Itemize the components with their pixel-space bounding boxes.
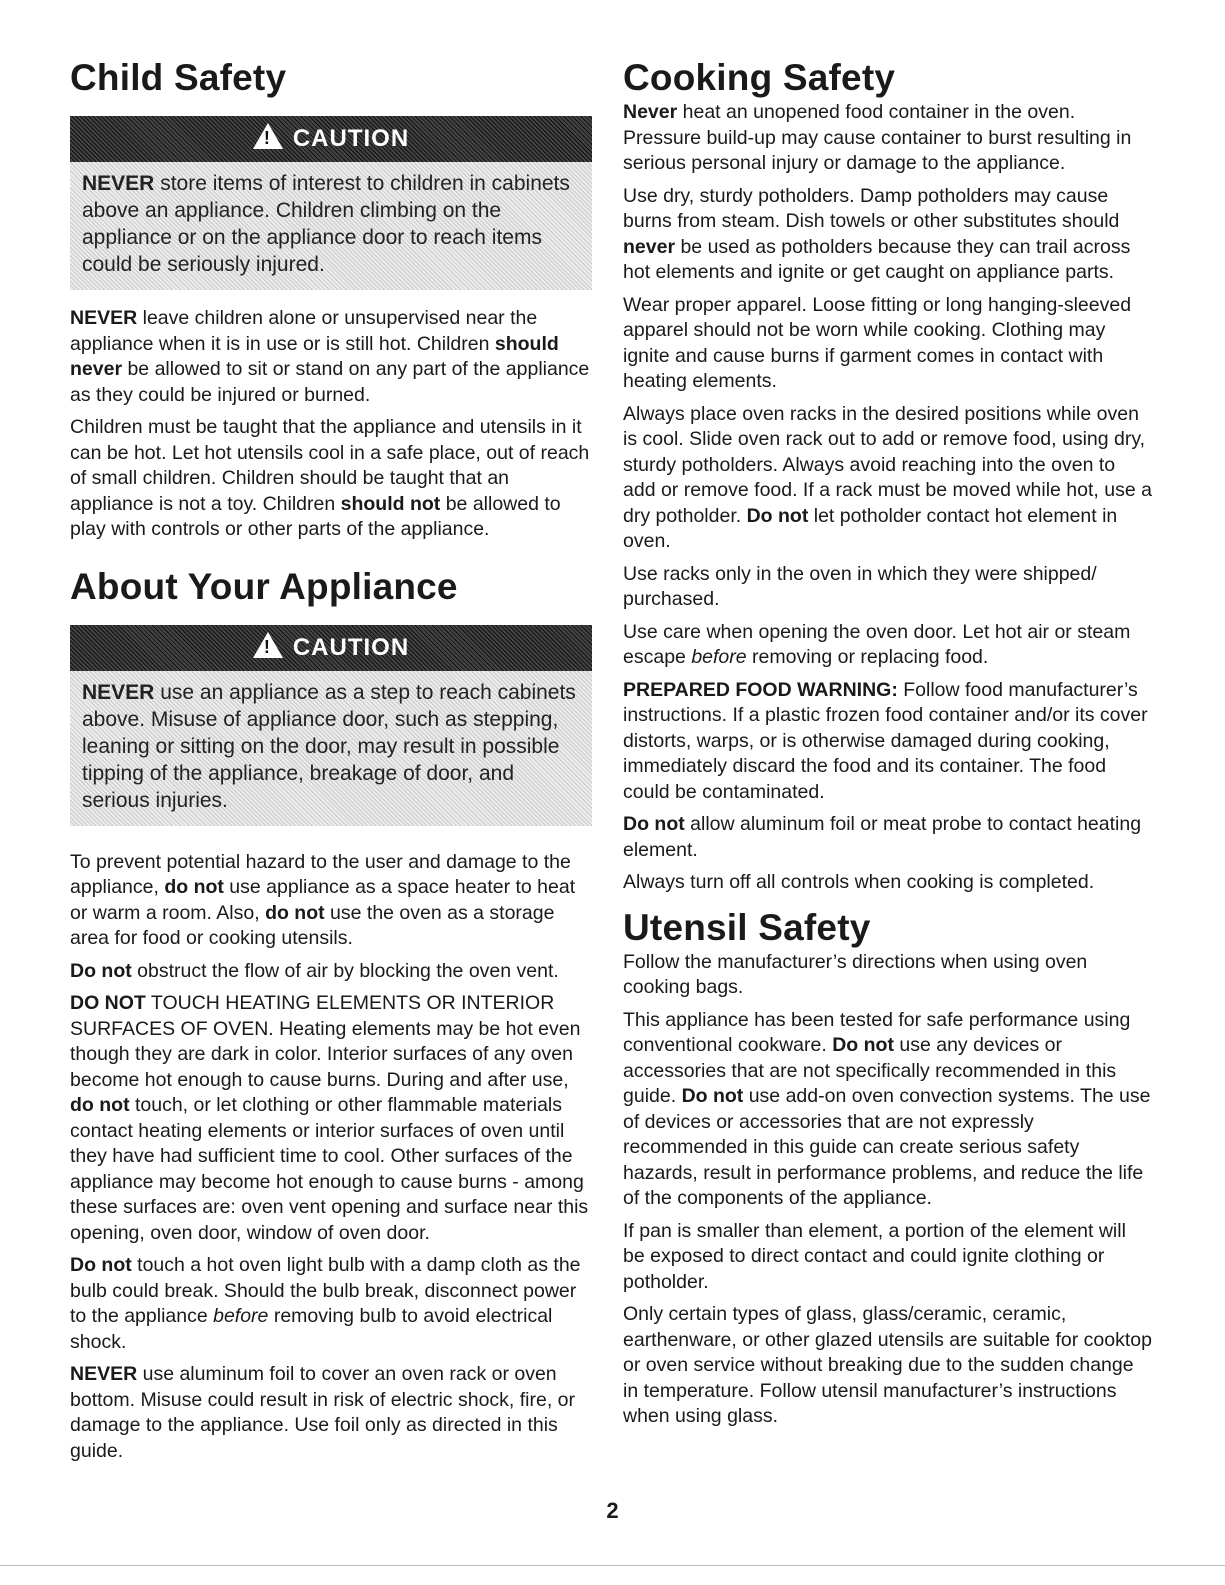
paragraph: If pan is smaller than element, a portion of the element will be exposed to direct contact and could ignite clothing or potholder.	[623, 1219, 1126, 1293]
paragraph: Wear proper apparel. Loose fitting or long hanging-sleeved apparel should not be worn while cooking. Clothing may ignite and cause burns if garment comes in contact with heating elements.	[623, 293, 1132, 392]
caution-label: CAUTION	[292, 125, 410, 152]
paragraph: Do not allow aluminum foil or meat probe to contact heating element.	[623, 813, 1142, 861]
paragraph: Never heat an unopened food container in the oven. Pressure build-up may cause container to burst resulting in serious personal injury or damage to the appliance.	[623, 101, 1132, 174]
paragraph: Do not obstruct the flow of air by blocking the oven vent.	[70, 959, 559, 982]
bottom-divider	[0, 1565, 1225, 1566]
paragraph: NEVER use aluminum foil to cover an oven rack or oven bottom. Misuse could result in risk of electric shock, fire, or damage to the appliance. Use foil only as directed in this guide.	[70, 1363, 576, 1462]
paragraph: Only certain types of glass, glass/ceramic, ceramic, earthenware, or other glazed utensils are suitable for cooktop or oven service without breaking due to the sudden change in temperature. Follow utensil manufacturer’s instructions when using glass.	[623, 1303, 1152, 1427]
paragraph: Use care when opening the oven door. Let hot air or steam escape before removing or replacing food.	[623, 620, 1131, 668]
page-number: 2	[606, 1498, 619, 1523]
caution-text: NEVER use an appliance as a step to reach cabinets above. Misuse of appliance door, such as stepping, leaning or sitting on the door, may result in possible tipping of the appliance, breakage of door, and serious injuries.	[82, 680, 576, 812]
paragraph: Always place oven racks in the desired positions while oven is cool. Slide oven rack out to add or remove food, using dry, sturdy potholders. Always avoid reaching into the oven to add or remove food. If a rack must be moved while hot, use a dry potholder. Do not let potholder contact hot element in oven.	[623, 402, 1152, 552]
caution-header	[70, 116, 592, 162]
paragraph: This appliance has been tested for safe performance using conventional cookware. Do not use any devices or accessories that are not specifically recommended in this guide. Do not use add-on oven convection systems. The use of devices or accessories that are not expressly recommended in this guide can create serious safety hazards, result in performance problems, and reduce the life of the components of the appliance.	[623, 1008, 1151, 1209]
warning-triangle-icon: !	[253, 632, 283, 658]
paragraph: PREPARED FOOD WARNING: Follow food manufacturer’s instructions. If a plastic frozen food container and/or its cover distorts, warps, or is otherwise damaged during cooking, immediately discard the food and its container. The food could be contaminated.	[623, 678, 1148, 803]
about-appliance-heading: About Your Appliance	[70, 565, 458, 607]
paragraph: Use racks only in the oven in which they were shipped/ purchased.	[623, 562, 1097, 610]
paragraph: Use dry, sturdy potholders. Damp potholders may cause burns from steam. Dish towels or other substitutes should never be used as potholders because they can trail across hot elements and ignite or get caught on appliance parts.	[623, 184, 1131, 283]
paragraph: NEVER leave children alone or unsupervised near the appliance when it is in use or is still hot. Children should never be allowed to sit or stand on any part of the appliance as they could be injured or burned.	[70, 307, 590, 406]
paragraph: Do not touch a hot oven light bulb with a damp cloth as the bulb could break. Should the bulb break, disconnect power to the appliance before removing bulb to avoid electrical shock.	[70, 1254, 581, 1353]
caution-header	[70, 625, 592, 671]
paragraph: DO NOT TOUCH HEATING ELEMENTS OR INTERIOR SURFACES OF OVEN. Heating elements may be hot even though they are dark in color. Interior surfaces of any oven become hot enough to cause burns. During and after use, do not touch, or let clothing or other flammable materials contact heating elements or interior surfaces of oven until they have had sufficient time to cool. Other surfaces of the appliance may become hot enough to cause burns - among these surfaces are: oven vent opening and surface near this opening, oven door, window of oven door.	[70, 992, 589, 1244]
paragraph: Children must be taught that the appliance and utensils in it can be hot. Let hot utensils cool in a safe place, out of reach of small children. Children should be taught that an appliance is not a toy. Children should not be allowed to play with controls or other parts of the appliance.	[70, 416, 590, 540]
child-safety-heading: Child Safety	[70, 57, 287, 98]
left-column	[70, 56, 592, 1471]
right-column	[623, 56, 1153, 1437]
caution-box-child	[70, 116, 592, 290]
caution-box-appliance	[70, 625, 592, 826]
paragraph: Always turn off all controls when cooking is completed.	[623, 871, 1095, 893]
caution-text: NEVER store items of interest to children in cabinets above an appliance. Children climbing on the appliance or on the appliance door to reach items could be seriously injured.	[82, 172, 570, 276]
cooking-safety-heading: Cooking Safety	[623, 57, 896, 98]
warning-triangle-icon: !	[253, 123, 283, 149]
paragraph: Follow the manufacturer’s directions when using oven cooking bags.	[623, 950, 1088, 998]
paragraph: To prevent potential hazard to the user and damage to the appliance, do not use appliance as a space heater to heat or warm a room. Also, do not use the oven as a storage area for food or cooking utensils.	[70, 850, 576, 949]
utensil-safety-heading: Utensil Safety	[623, 906, 871, 948]
caution-label: CAUTION	[292, 633, 410, 661]
